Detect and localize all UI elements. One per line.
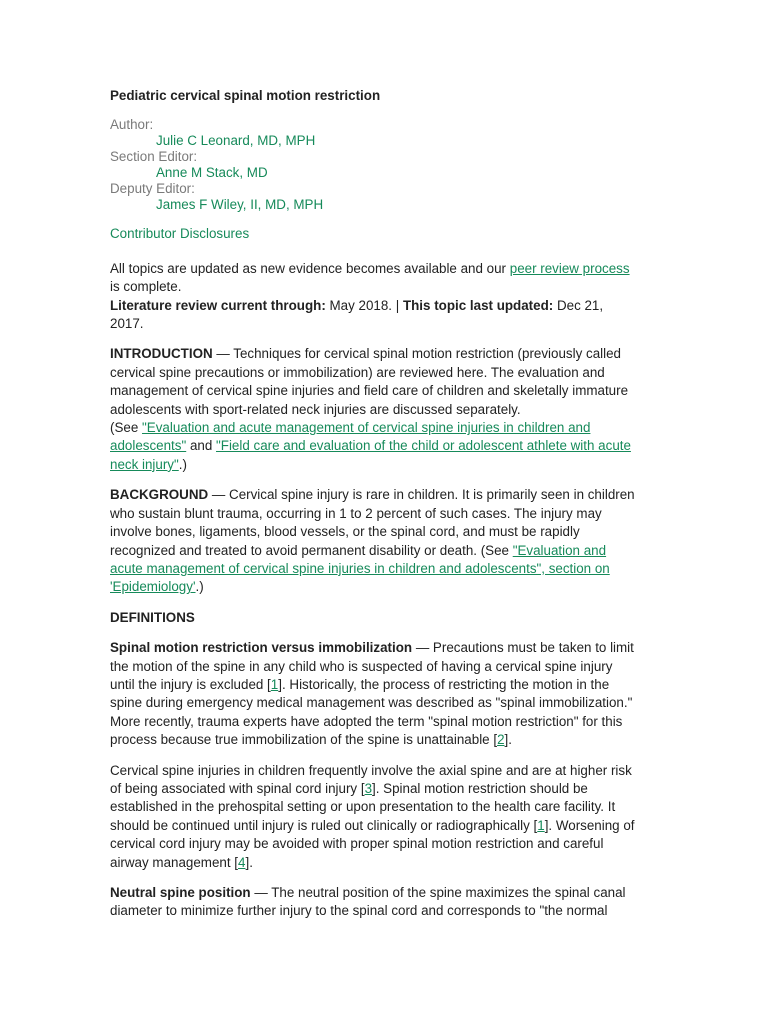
epidemiology-link[interactable]: "Evaluation and acute management of cervical spine injuries in children and adolescents", section on 'Epidemiology'	[110, 542, 610, 595]
introduction-paragraph	[110, 345, 638, 474]
background-paragraph	[110, 486, 638, 596]
introduction-text: — Techniques for cervical spinal motion restriction (previously called cervical spine precautions or immobilization) are reviewed here. The evaluation and management of cervical spine injuries and field care of children and skeletally immature adolescents with sport-related neck injuries are discussed separately.	[110, 346, 629, 417]
cervical-text-1: Cervical spine injuries in children frequently involve the axial spine and are at higher risk of being associated with spinal cord injury [	[110, 762, 632, 796]
last-updated-label: This topic last updated:	[402, 297, 554, 313]
neutral-paragraph	[110, 884, 638, 921]
smr-text-1: — Precautions must be taken to limit the motion of the spine in any child who is suspected of having a cervical spine injury until the injury is excluded [	[110, 640, 634, 692]
update-text: All topics are updated as new evidence becomes available and our	[110, 260, 510, 276]
and-text: and	[186, 438, 217, 454]
last-updated-value: Dec 21, 2017.	[110, 297, 604, 332]
smr-text-3: ].	[504, 732, 512, 748]
reference-link[interactable]: 3	[364, 780, 373, 796]
cervical-paragraph	[110, 762, 638, 872]
update-text-end: is complete.	[110, 279, 182, 295]
literature-review-label: Literature review current through:	[110, 297, 326, 313]
document-page	[110, 87, 638, 933]
author-label: Author:	[110, 117, 154, 133]
background-close: .)	[195, 579, 204, 595]
deputy-editor-label: Deputy Editor:	[110, 181, 195, 197]
reference-link[interactable]: 1	[270, 676, 279, 692]
definitions-heading: DEFINITIONS	[110, 609, 195, 625]
introduction-heading: INTRODUCTION	[110, 346, 213, 362]
deputy-editor-link[interactable]: James F Wiley, II, MD, MPH	[156, 197, 324, 213]
page-title: Pediatric cervical spinal motion restriction	[110, 88, 381, 103]
peer-review-link[interactable]: peer review process	[509, 260, 630, 276]
update-paragraph	[110, 260, 638, 334]
see-close: .)	[178, 456, 187, 472]
neutral-heading: Neutral spine position	[110, 885, 251, 900]
smr-paragraph	[110, 639, 638, 749]
contributor-disclosures-link[interactable]: Contributor Disclosures	[110, 226, 250, 242]
smr-heading: Spinal motion restriction versus immobilization	[110, 640, 413, 656]
authors-block	[110, 117, 638, 213]
cervical-text-3: ]. Worsening of cervical cord injury may be avoided with proper spinal motion restriction and careful airway management [	[110, 817, 635, 870]
author-link[interactable]: Julie C Leonard, MD, MPH	[156, 133, 316, 149]
reference-link[interactable]: 4	[238, 854, 246, 870]
cervical-text-4: ].	[245, 854, 253, 870]
literature-review-value: May 2018. |	[325, 297, 403, 313]
reference-link[interactable]: 2	[497, 732, 505, 748]
section-editor-label: Section Editor:	[110, 149, 198, 165]
background-text: — Cervical spine injury is rare in children. It is primarily seen in children who sustain blunt trauma, occurring in 1 to 2 percent of such cases. The injury may involve bones, ligaments, blood vessels, or the spinal cord, and must be rapidly recognized and treated to avoid permanent disability or death. (See	[110, 487, 635, 558]
reference-link[interactable]: 1	[537, 817, 545, 833]
background-heading: BACKGROUND	[110, 487, 209, 503]
cervical-text-2: ]. Spinal motion restriction should be established in the prehospital setting or upon presentation to the health care facility. It should be continued until injury is ruled out clinically or radiographically [	[110, 780, 616, 833]
see-open: (See	[110, 420, 143, 436]
neutral-text: — The neutral position of the spine maximizes the spinal canal diameter to minimize further injury to the spinal cord and corresponds to "the normal	[110, 885, 626, 919]
section-editor-link[interactable]: Anne M Stack, MD	[156, 165, 268, 181]
field-care-topic-link[interactable]: "Field care and evaluation of the child or adolescent athlete with acute neck injury"	[110, 438, 631, 472]
evaluation-topic-link[interactable]: "Evaluation and acute management of cervical spine injuries in children and adolescents"	[110, 420, 591, 454]
smr-text-2: ]. Historically, the process of restricting the motion in the spine during emergency medical management was described as "spinal immobilization." More recently, trauma experts have adopted the term "spinal motion restriction" for this process because true immobilization of the spine is unattainable [	[110, 676, 633, 748]
